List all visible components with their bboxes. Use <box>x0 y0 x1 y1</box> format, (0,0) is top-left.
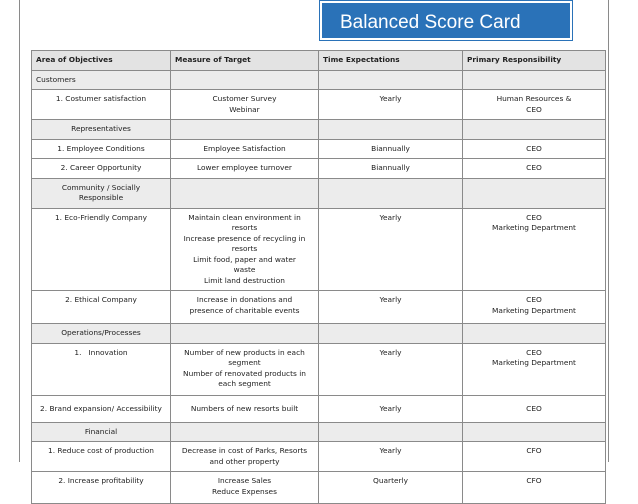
measure-cell: Numbers of new resorts built <box>171 395 319 422</box>
table-row <box>32 159 606 179</box>
responsibility-cell: CFO <box>463 472 606 504</box>
header-row <box>32 51 606 71</box>
measure-cell: Number of new products in each segment Number of renovated products in each segment <box>171 343 319 395</box>
area-cell: 2. Ethical Company <box>32 291 171 324</box>
table-row <box>32 343 606 395</box>
section-label-operations: Operations/Processes <box>32 324 171 344</box>
area-cell: 1. Reduce cost of production <box>32 442 171 472</box>
responsibility-cell: CEO Marketing Department <box>463 208 606 291</box>
section-row-financial <box>32 422 606 442</box>
responsibility-cell: Human Resources & CEO <box>463 90 606 120</box>
section-row-customers <box>32 70 606 90</box>
slide-title: Balanced Score Card <box>320 1 572 40</box>
area-cell: 1. Costumer satisfaction <box>32 90 171 120</box>
table-row <box>32 90 606 120</box>
section-row-community <box>32 178 606 208</box>
balanced-scorecard-table <box>31 50 606 504</box>
time-cell: Yearly <box>319 442 463 472</box>
section-label-customers: Customers <box>32 70 171 90</box>
responsibility-cell: CFO <box>463 442 606 472</box>
measure-cell: Customer Survey Webinar <box>171 90 319 120</box>
measure-cell: Increase in donations and presence of charitable events <box>171 291 319 324</box>
measure-cell: Lower employee turnover <box>171 159 319 179</box>
section-label-representatives: Representatives <box>32 120 171 140</box>
time-cell: Quarterly <box>319 472 463 504</box>
header-time: Time Expectations <box>319 51 463 71</box>
time-cell: Yearly <box>319 208 463 291</box>
table-row <box>32 291 606 324</box>
header-responsibility: Primary Responsibility <box>463 51 606 71</box>
section-label-financial: Financial <box>32 422 171 442</box>
responsibility-cell: CEO <box>463 395 606 422</box>
area-cell: 1. Innovation <box>32 343 171 395</box>
responsibility-cell: CEO Marketing Department <box>463 343 606 395</box>
table-row <box>32 442 606 472</box>
table-row <box>32 395 606 422</box>
area-cell: 1. Employee Conditions <box>32 139 171 159</box>
header-measure: Measure of Target <box>171 51 319 71</box>
measure-cell: Employee Satisfaction <box>171 139 319 159</box>
time-cell: Yearly <box>319 90 463 120</box>
time-cell: Biannually <box>319 159 463 179</box>
responsibility-cell: CEO Marketing Department <box>463 291 606 324</box>
responsibility-cell: CEO <box>463 139 606 159</box>
area-cell: 1. Eco-Friendly Company <box>32 208 171 291</box>
section-row-representatives <box>32 120 606 140</box>
time-cell: Yearly <box>319 291 463 324</box>
responsibility-cell: CEO <box>463 159 606 179</box>
section-label-community: Community / Socially Responsible <box>32 178 171 208</box>
area-cell: 2. Brand expansion/ Accessibility <box>32 395 171 422</box>
time-cell: Yearly <box>319 395 463 422</box>
table-row <box>32 208 606 291</box>
measure-cell: Increase Sales Reduce Expenses <box>171 472 319 504</box>
section-row-operations <box>32 324 606 344</box>
time-cell: Biannually <box>319 139 463 159</box>
area-cell: 2. Career Opportunity <box>32 159 171 179</box>
area-cell: 2. Increase profitability <box>32 472 171 504</box>
measure-cell: Maintain clean environment in resorts Increase presence of recycling in resorts Limit food, paper and water waste Limit land destruction <box>171 208 319 291</box>
table-row <box>32 472 606 504</box>
table-row <box>32 139 606 159</box>
measure-cell: Decrease in cost of Parks, Resorts and other property <box>171 442 319 472</box>
header-area: Area of Objectives <box>32 51 171 71</box>
time-cell: Yearly <box>319 343 463 395</box>
